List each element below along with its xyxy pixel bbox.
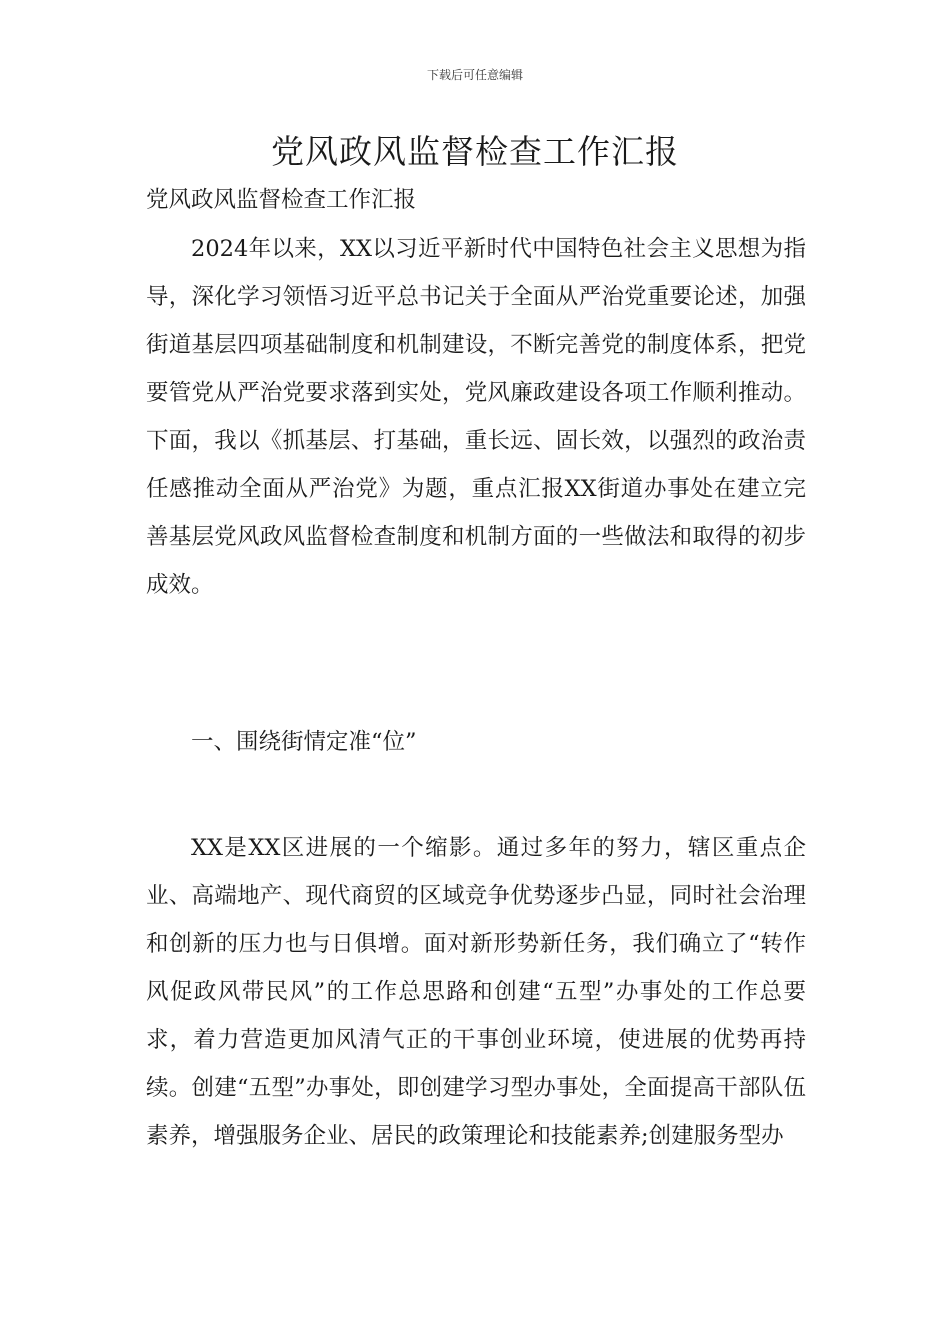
section-heading: 一、围绕街情定准“位” — [191, 729, 417, 755]
document-subtitle: 党风政风监督检查工作汇报 — [146, 187, 417, 213]
document-title: 党风政风监督检查工作汇报 — [271, 132, 679, 171]
intro-paragraph: 2024年以来，XX以习近平新时代中国特色社会主义思想为指导，深化学习领悟习近平总书记关于全面从严治党重要论述，加强街道基层四项基础制度和机制建设，不断完善党的制度体系，把党要管党从严治党要求落到实处，党风廉政建设各项工作顺利推动。下面，我以《抓基层、打基础，重长远、固长效，以强烈的政治责任感推动全面从严治党》为题，重点汇报XX街道办事处在建立完善基层党风政风监督检查制度和机制方面的一些做法和取得的初步成效。 — [146, 236, 806, 598]
section-paragraph: XX是XX区进展的一个缩影。通过多年的努力，辖区重点企业、高端地产、现代商贸的区域竞争优势逐步凸显，同时社会治理和创新的压力也与日俱增。面对新形势新任务，我们确立了“转作风促政风带民风”的工作总思路和创建“五型”办事处的工作总要求，着力营造更加风清气正的干事创业环境，使进展的优势再持续。创建“五型”办事处，即创建学习型办事处，全面提高干部队伍素养，增强服务企业、居民的政策理论和技能素养;创建服务型办 — [146, 835, 806, 1149]
header-note: 下载后可任意编辑 — [426, 68, 523, 82]
